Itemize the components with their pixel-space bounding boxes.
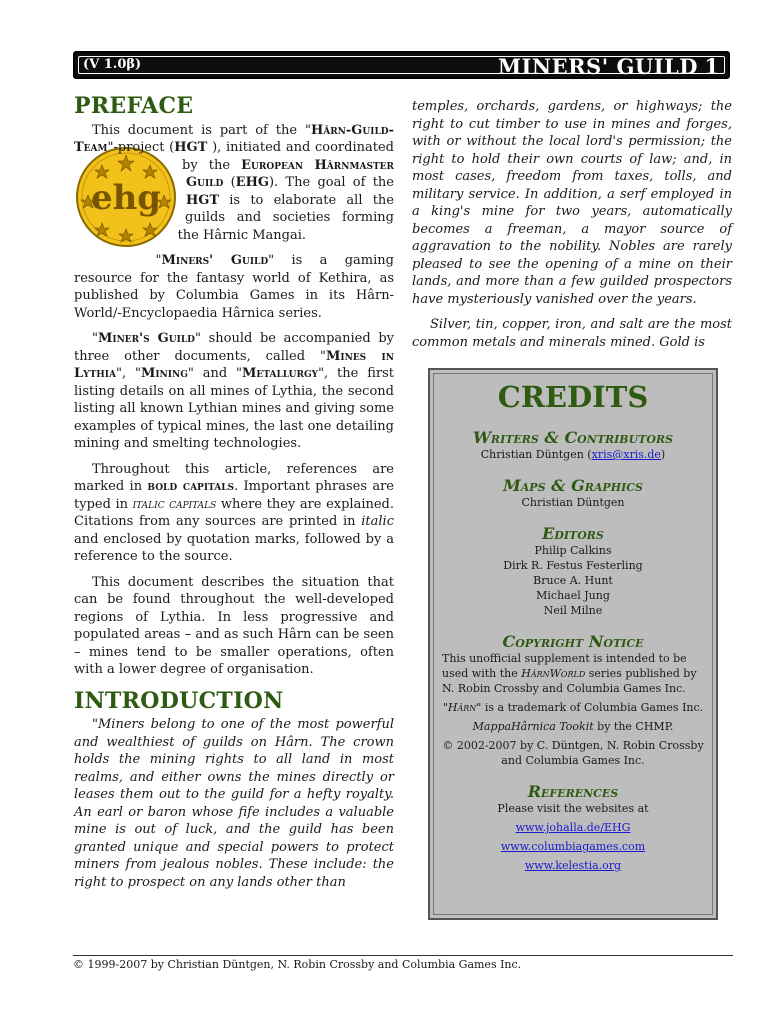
text-span: and enclosed by quotation marks, followed by a reference to the source. [74,531,394,564]
editor-name: Dirk R. Festus Festerling [503,559,643,572]
reference-link-row [430,835,716,854]
version-label: (V 1.0β) [83,57,142,72]
preface-heading: PREFACE [74,93,194,119]
hgt-ref: HGT [186,192,220,208]
text-span: is to elaborate all the guilds and societies forming the Hârnic Mangai. [177,192,394,243]
ehg-ref: EHG [235,175,269,190]
miners-guild-ref: Miners' Guild [161,253,269,268]
introduction-heading: INTRODUCTION [74,687,284,714]
preface-paragraph-4 [74,461,394,566]
left-column [74,93,395,899]
copyright-paragraph-4: © 2002-2007 by C. Düntgen, N. Robin Crossby and Columbia Games Inc. [442,739,704,767]
text-span: ). The goal of the [268,175,394,190]
text-span: ( [223,175,236,190]
reference-link[interactable]: www.johalla.de/EHG [515,821,631,834]
hgt-team-ref: Hârn-Guild-Team [74,122,394,155]
text-span: Throughout this article, references are marked in [74,461,394,494]
harnworld-ref: HârnWorld [521,667,586,680]
bold-capitals-example: bold capitals [147,479,235,494]
miners-guild-ref: Miner's Guild [97,331,195,346]
copyright-paragraph-3 [430,719,716,734]
text-span: " should be accompanied by three other documents, called " [74,331,395,364]
text-span: " and " [187,366,243,381]
text-span: ", the first listing details on all mines of Lythia, the second listing all known Lythian mines and giving some examples of typical mines, the last one detailing mining and smelting technologies. [74,366,394,451]
text-span: " is a trademark of Columbia Games Inc. [476,701,704,714]
italic-example: italic [361,514,394,529]
page-number: 1 [704,54,719,79]
text-span: ) [660,448,666,461]
introduction-quote-continued: temples, orchards, gardens, or highways; the right to cut timber to use in mines and forges, with or without the local lord's permission; the right to hold their own courts of law; and, in most cases, freedom from taxes, tolls, and military service. In addition, a serf employed in a king's mine for two years, automatically becomes a freeman, a mayor source of aggravation to the nobility. Nobles are rarely pleased to see the opening of a mine on their lands, and more than a few guilded prospectors have mysteriously vanished over the years. [412,99,732,307]
footer-rule [73,955,733,956]
text-span: " [442,701,448,714]
mining-ref: Mining [140,366,188,381]
text-span: ), initiated and coordinated by the [182,140,394,173]
editor-name: Bruce A. Hunt [533,574,613,587]
editor-name: Neil Milne [543,604,603,617]
introduction-quote: "Miners belong to one of the most powerful and wealthiest of guilds on Hârn. The crown holds the mining rights to all land in most realms, and either owns the mines directly or leases them out to the guild for a hefty royalty. An earl or baron whose fife includes a valuable mine is out of luck, and the guild has been granted unique and special powers to protect miners from jealous nobles. These include: the right to prospect on any lands other than [74,717,394,890]
hgt-ref: HGT [174,140,208,155]
italic-capitals-example: italic capitals [132,496,217,512]
preface-paragraph-1 [74,122,394,245]
text-span: " [92,331,98,346]
introduction-paragraph-2: Silver, tin, copper, iron, and salt are the most common metals and minerals mined. Gold is [412,317,732,350]
reference-link[interactable]: www.kelestia.org [524,859,622,872]
references-heading: References [527,782,619,801]
harn-ref: Hârn [447,701,477,714]
text-span: "-project ( [107,140,175,155]
references-text: Please visit the websites at [497,802,649,815]
text-span: ", " [115,366,141,381]
editors-heading: Editors [542,524,604,543]
editor-name: Philip Calkins [534,544,612,557]
text-span: This unofficial supplement is intended to be used with the [442,652,687,680]
writer-email-link[interactable]: xris@xris.de [591,448,661,461]
text-span: " is a gaming resource for the fantasy world of Kethira, as published by Columbia Games in its Hârn-World/-Encyclopaedia Hârnica series. [74,253,394,321]
metallurgy-ref: Metallurgy [242,366,319,381]
editor-name: Michael Jung [536,589,610,602]
text-span: series published by N. Robin Crossby and Columbia Games Inc. [442,667,697,695]
page-header-bar [73,51,730,79]
reference-link[interactable]: www.columbiagames.com [500,840,646,853]
text-span: where they are explained. Citations from any sources are printed in [74,496,394,529]
toolkit-ref: MappaHârnica Tookit [472,720,594,733]
logo-text: ehg [90,178,162,218]
text-span: This document is part of the " [92,122,311,138]
document-title: MINERS' GUILD [497,54,698,79]
reference-link-row [430,854,716,873]
writer-name: Christian Düntgen ( [480,448,592,461]
footer-copyright: © 1999-2007 by Christian Düntgen, N. Robin Crossby and Columbia Games Inc. [73,958,522,971]
maps-name: Christian Düntgen [521,496,625,509]
credits-title: CREDITS [497,380,649,414]
ehg-full-ref: European Hârnmaster Guild [186,157,394,190]
preface-paragraph-3 [74,330,394,453]
mines-in-lythia-ref: Mines in Lythia [74,348,394,381]
reference-link-row [430,816,716,835]
copyright-paragraph-2 [430,700,716,715]
writers-line [430,447,716,462]
maps-heading: Maps & Graphics [503,476,643,495]
text-span: " [155,253,162,268]
copyright-paragraph-1 [430,651,716,696]
preface-paragraph-2 [74,252,394,322]
text-span: . Important phrases are typed in [74,479,394,512]
right-column [412,98,732,359]
writers-heading: Writers & Contributors [472,428,674,447]
copyright-heading: Copyright Notice [502,632,644,651]
text-span: by the CHMP. [593,720,674,733]
ehg-logo-icon [74,145,178,249]
credits-box [428,368,718,920]
preface-paragraph-5: This document describes the situation that can be found throughout the well-developed regions of Lythia. In less progressive and populated areas – and as such Hârn can be seen – mines tend to be smaller operations, often with a lower degree of organisation. [74,574,394,677]
